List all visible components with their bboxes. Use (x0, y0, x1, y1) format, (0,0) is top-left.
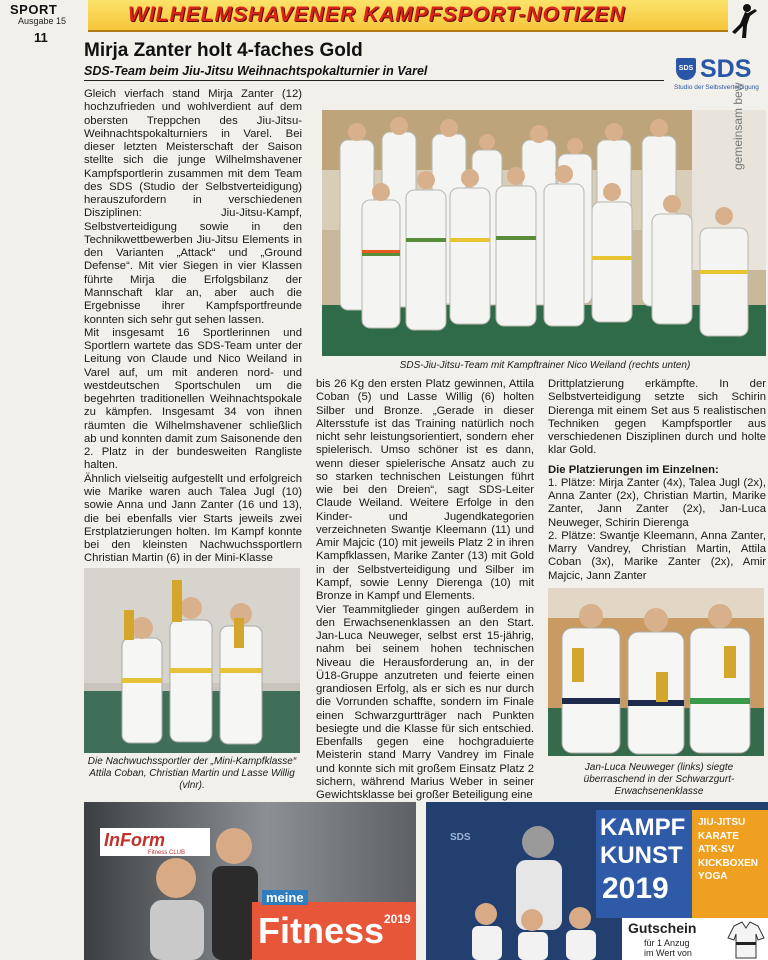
ad-kids-image (446, 820, 616, 960)
page-header (0, 0, 768, 44)
article-paragraph: Ähnlich vielseitig aufgestellt und erfolgreich wie Marike waren auch Talea Jugl (10) sowie Anna und Jann Zanter (16 und 13), die bei ebenfalls vier Starts jeweils zwei Erstplatzierungen holten. Im Kampf konnte bei den kleinsten Nachwuchssportlern Christian Martin (6) in der Mini-Klasse (84, 472, 302, 565)
kids-photo (84, 568, 300, 753)
discipline-item: JIU-JITSU (698, 817, 746, 828)
sds-shield-icon: SDS (676, 58, 696, 80)
kids-photo-image (84, 568, 300, 753)
martial-artist-icon (728, 2, 758, 40)
adults-photo (548, 588, 764, 756)
sds-logo-word: SDS (700, 55, 752, 83)
discipline-item: ATK-SV (698, 844, 735, 855)
kampfkunst-ad (426, 802, 768, 960)
fitness-year: 2019 (384, 912, 411, 926)
headline-divider (84, 80, 664, 81)
adults-photo-image (548, 588, 764, 756)
sds-ad-small: SDS (450, 832, 471, 843)
banner-title: WILHELMSHAVENER KAMPFSPORT-NOTIZEN (128, 3, 626, 26)
voucher-title: Gutschein (628, 920, 697, 936)
article-paragraph: Mit insgesamt 16 Sportlerinnen und Sportlern wartete das SDS-Team unter der Leitung von Claude und Nico Weiland in Varel auf, um mit anderen nord- und westdeutschen Sportschulen um die begehrten traditionellen Weihnachtspokale zu kämpfen. Insgesamt 34 von ihnen räumten die Wilhelmshavener schließlich ab und konnten damit zum Saisonende den 2. Platz in der bundesweiten Rangliste halten. (84, 326, 302, 472)
results-second-places: 2. Plätze: Swantje Kleemann, Anna Zanter, Marry Vandrey, Christian Martin, Attila Coban (3x), Marike Zanter (2x), Amir Majcic, Jann Zanter (548, 529, 766, 582)
sds-logo-tagline: Studio der Selbstverteidigung (674, 84, 759, 91)
uniform-icon (726, 920, 766, 960)
article-column-1 (84, 88, 302, 566)
fitness-small-text: meine (262, 890, 308, 905)
kampf-line-2: KUNST (600, 842, 683, 869)
article-column-2 (316, 378, 534, 802)
article-paragraph: bis 26 Kg den ersten Platz gewinnen, Attila Coban (5) und Lasse Willig (6) holten Silber und Bronze. „Gerade in dieser Altersstufe ist das Training natürlich noch nicht sehr leistungsorientiert, sondern eher spielerisch. Umso schöner ist es dann, wenn dieser spielerische Ansatz auch zu so starken technischen Leistungen führt wie bei den Dreien“, sagt SDS-Leiter Claude Weiland. Weitere Erfolge in den Kinder- und Jugendkategorien verzeichneten Swantje Kleemann (11) und Amir Majcic (10) mit jeweils Platz 2 in ihren Kampfklassen, Marike Zanter (13) mit Gold in der Selbstverteidigung und Silber im Kampf, sowie Lenny Dierenga (10) mit Bronze in Kampf und Elements. (316, 378, 534, 603)
sds-logo (672, 54, 768, 94)
article-paragraph: Gleich vierfach stand Mirja Zanter (12) hochzufrieden und wohlverdient auf dem obersten Treppchen des Jiu-Jitsu-Weihnachtspokalturniers in Varel. Bei dieser letzten Meisterschaft der Saison stellte sich die junge Wilhelmshavener Kampfsportlerin zusammen mit dem Team des SDS (Studio der Selbstverteidigung) herauszufordern in verschiedenen Disziplinen: Jiu-Jitsu-Kampf, Selbstverteidigung sowie in den Technikwettbewerben Jiu-Jitsu Elements in den Varianten „Attack“ und „Ground Defense“. Mit vier Siegen in vier Klassen führte Mirja die Erfolgsbilanz der Mannschaft klar an, aber auch die Ergebnisse ihrer Kampfsportfreunde konnten sich sehr gut sehen lassen. (84, 88, 302, 326)
fitness-big-text: Fitness (258, 910, 385, 951)
section-label: SPORT (10, 2, 58, 17)
voucher-line-1: für 1 Anzug (644, 938, 690, 948)
article-headline: Mirja Zanter holt 4-faches Gold (84, 40, 363, 61)
team-photo-caption: SDS-Jiu-Jitsu-Team mit Kampftrainer Nico Weiland (rechts unten) (399, 360, 691, 371)
article-paragraph: Drittplatzierung erkämpfte. In der Selbstverteidigung setzte sich Schirin Dierenga mit einem Set aus 5 realistischen Techniken gegen Kampfsportler aus verschiedenen Disziplinen durch und holte klar Gold. (548, 378, 766, 457)
kampf-line-1: KAMPF (600, 814, 686, 841)
inform-logo: InForm (104, 830, 165, 850)
page-number: 11 (34, 30, 48, 45)
article-column-3 (548, 378, 766, 582)
results-heading: Die Platzierungen im Einzelnen: (548, 463, 719, 476)
team-wall-text: gemeinsam bew (731, 82, 745, 170)
results-first-places: 1. Plätze: Mirja Zanter (4x), Talea Jugl (2x), Anna Zanter (2x), Christian Martin, Marike Zanter, Jann Zanter (2x), Jan-Luca Neuweger, Schirin Dierenga (548, 476, 766, 529)
article-subheadline: SDS-Team beim Jiu-Jitsu Weihnachtspokalturnier in Varel (84, 64, 428, 78)
section-banner (88, 0, 728, 32)
article-paragraph: Vier Teammitglieder gingen außerdem in den Erwachsenenklassen an den Start. Jan-Luca Neuweger, selbst erst 15-jährig, nahm bei seinem hohen technischen Niveau die Herausforderung an, in der Ü18-Gruppe anzutreten und feierte einen grandiosen Erfolg, als er sich es nur durch die Vorrunden schaffte, sondern im Finale einen Schwarzgurtträger nach Punkten besiegte und die Klasse für sich entschied. Ebenfalls gegen eine hochgraduierte Meisterin stand Marry Vandrey im Finale und konnte sich mit großem Einsatz Platz 2 sichern, während Marius Weber in seiner Gewichtsklasse bei großer Beteiligung eine (316, 603, 534, 802)
inform-sub: Fitness CLUB (148, 850, 186, 856)
fitness-ad (84, 802, 416, 960)
voucher-box (622, 918, 768, 960)
kampf-year: 2019 (602, 872, 669, 905)
discipline-item: KICKBOXEN (698, 857, 759, 869)
issue-label: Ausgabe 15 (18, 16, 67, 26)
kids-photo-caption: Die Nachwuchssportler der „Mini-Kampfklasse“ Attila Coban, Christian Martin und Lasse Willig (vlnr). (87, 756, 297, 791)
voucher-line-2: im Wert von (644, 948, 692, 958)
adults-photo-caption: Jan-Luca Neuweger (links) siegte überraschend in der Schwarzgurt-Erwachsenenklasse (583, 762, 735, 797)
disciplines-box (692, 810, 768, 918)
discipline-item: KARATE (698, 830, 739, 842)
discipline-item: YOGA (698, 871, 728, 882)
